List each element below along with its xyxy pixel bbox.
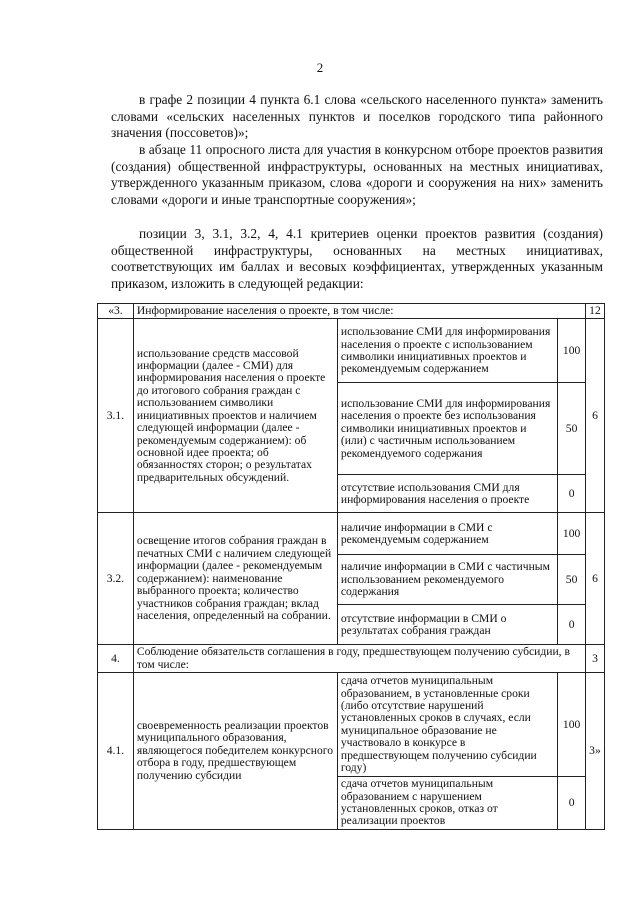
page-number: 2	[316, 60, 324, 75]
criterion-option: наличие информации в СМИ с рекомендуемым содержанием	[337, 513, 557, 555]
score-cell: 100	[558, 319, 586, 383]
row-number: 4.	[98, 645, 134, 673]
paragraph-2: в абзаце 11 опросного листа для участия в конкурсном отборе проектов развития (создания) общественной инфраструктуры, основанных на местных инициативах, утвержденного указанным приказом, слова «дороги и сооружения на них» заменить словами «дороги и иные транспортные сооружения»;	[111, 142, 603, 207]
table-row	[98, 319, 605, 383]
score-cell: 0	[558, 777, 586, 830]
table-row	[98, 673, 605, 777]
criterion-option: использование СМИ для информирования населения о проекте с использованием символики инициативных проектов и рекомендуемым содержанием	[337, 319, 557, 383]
criteria-table	[97, 303, 605, 830]
score-cell: 0	[558, 475, 586, 513]
criterion-option: наличие информации в СМИ с частичным использованием рекомендуемого содержания	[337, 555, 557, 605]
score-cell: 50	[558, 555, 586, 605]
score-cell: 100	[558, 513, 586, 555]
criterion-description: использование средств массовой информации (далее - СМИ) для информирования населения о проекте до итогового собрания граждан с использованием символики инициативных проектов и наличием следующей информации (далее - рекомендуемым содержанием): об основной идее проекта; об обязанностях сторон; о результатах предварительных обсуждений.	[133, 319, 337, 513]
row-number: 4.1.	[98, 673, 134, 830]
row-number: 3.1.	[98, 319, 134, 513]
table-row	[98, 645, 605, 673]
criterion-option: отсутствие использования СМИ для информирования населения о проекте	[337, 475, 557, 513]
row-title: Информирование населения о проекте, в том числе:	[133, 304, 585, 319]
row-number: 3.2.	[98, 513, 134, 645]
score-cell: 0	[558, 605, 586, 645]
paragraph-1: в графе 2 позиции 4 пункта 6.1 слова «сельского населенного пункта» заменить словами «сельских населенных пунктов и поселков городского типа районного значения (поссоветов)»;	[111, 92, 603, 141]
table-row	[98, 513, 605, 555]
row-title: Соблюдение обязательств соглашения в году, предшествующем получению субсидии, в том числе:	[133, 645, 585, 673]
weight-cell: 6	[585, 513, 604, 645]
criterion-option: сдача отчетов муниципальным образованием с нарушением установленных сроков, отказ от реализации проектов	[337, 777, 557, 830]
criterion-option: отсутствие информации в СМИ о результатах собрания граждан	[337, 605, 557, 645]
criterion-option: использование СМИ для информирования населения о проекте без использования символики инициативных проектов и (или) с частичным использованием рекомендуемого содержания	[337, 383, 557, 475]
criterion-description: своевременность реализации проектов муниципального образования, являющегося победителем конкурсного отбора в году, предшествующем получению субсидии	[133, 673, 337, 830]
paragraph-3: позиции 3, 3.1, 3.2, 4, 4.1 критериев оценки проектов развития (создания) общественной инфраструктуры, основанных на местных инициативах, соответствующих им баллах и весовых коэффициентах, утвержденных указанным приказом, изложить в следующей редакции:	[111, 226, 603, 291]
weight-cell: 6	[585, 319, 604, 513]
criterion-option: сдача отчетов муниципальным образованием, в установленные сроки (либо отсутствие нарушений установленных сроков в случаях, если муниципальное образование не участвовало в конкурсе в предшествующем получению субсидии году)	[337, 673, 557, 777]
weight-cell: 3»	[585, 673, 604, 830]
table-row	[98, 304, 605, 319]
weight-cell: 3	[585, 645, 604, 673]
score-cell: 100	[558, 673, 586, 777]
weight-cell: 12	[585, 304, 604, 319]
row-number: «3.	[98, 304, 134, 319]
score-cell: 50	[558, 383, 586, 475]
criterion-description: освещение итогов собрания граждан в печатных СМИ с наличием следующей информации (далее - рекомендуемым содержанием): наименование выбранного проекта; количество участников собрания граждан; вклад населения, определенный на собрании.	[133, 513, 337, 645]
